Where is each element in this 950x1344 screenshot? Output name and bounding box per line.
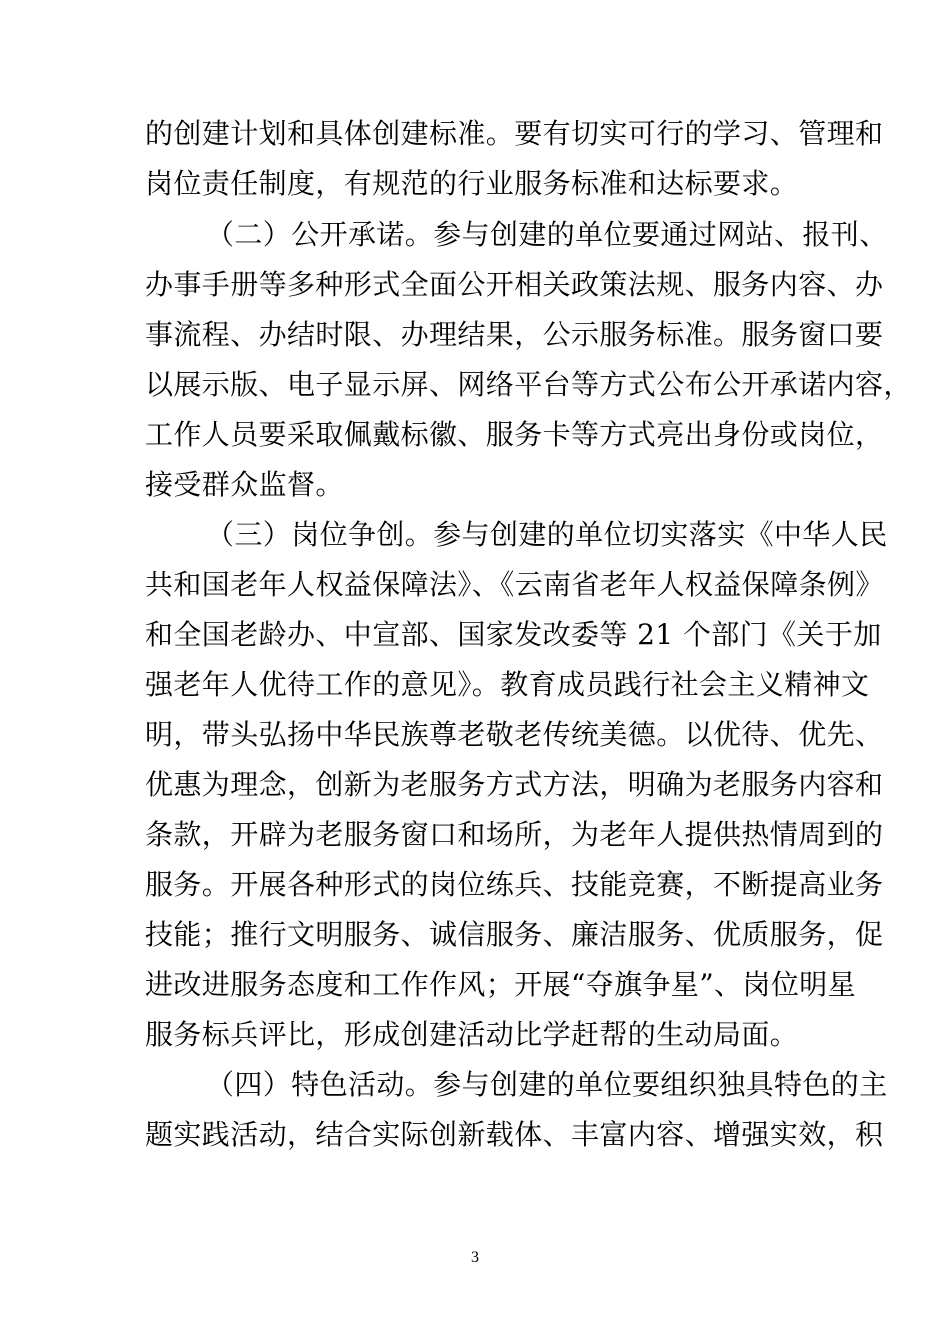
text-line: 服务。开展各种形式的岗位练兵、技能竞赛，不断提高业务: [145, 868, 884, 901]
paragraph-first-line: （三）岗位争创。参与创建的单位切实落实《中华人民: [206, 518, 888, 551]
text-line: 以展示版、电子显示屏、网络平台等方式公布公开承诺内容，: [145, 368, 912, 401]
text-line: 条款，开辟为老服务窗口和场所，为老年人提供热情周到的: [145, 818, 884, 851]
text-line: 共和国老年人权益保障法》、《云南省老年人权益保障条例》: [145, 568, 884, 601]
text-line: 岗位责任制度，有规范的行业服务标准和达标要求。: [145, 167, 799, 200]
text-line: 工作人员要采取佩戴标徽、服务卡等方式亮出身份或岗位，: [145, 418, 884, 451]
paragraph-first-line: （二）公开承诺。参与创建的单位要通过网站、报刊、: [206, 218, 888, 251]
text-line: 的创建计划和具体创建标准。要有切实可行的学习、管理和: [145, 117, 884, 150]
text-line: 进改进服务态度和工作作风；开展“夺旗争星”、岗位明星: [145, 968, 857, 1001]
text-line: 事流程、办结时限、办理结果，公示服务标准。服务窗口要: [145, 318, 884, 351]
text-line: 明，带头弘扬中华民族尊老敬老传统美德。以优待、优先、: [145, 718, 884, 751]
text-line: 服务标兵评比，形成创建活动比学赶帮的生动局面。: [145, 1018, 799, 1051]
text-line: 强老年人优待工作的意见》。教育成员践行社会主义精神文: [145, 668, 870, 701]
page-number: 3: [471, 1249, 479, 1266]
text-line: 和全国老龄办、中宣部、国家发改委等 21 个部门《关于加: [145, 618, 882, 651]
text-line: 优惠为理念，创新为老服务方式方法，明确为老服务内容和: [145, 768, 884, 801]
paragraph-first-line: （四）特色活动。参与创建的单位要组织独具特色的主: [206, 1068, 888, 1101]
text-line: 技能；推行文明服务、诚信服务、廉洁服务、优质服务，促: [145, 918, 884, 951]
text-line: 题实践活动，结合实际创新载体、丰富内容、增强实效，积: [145, 1118, 884, 1151]
text-line: 办事手册等多种形式全面公开相关政策法规、服务内容、办: [145, 268, 884, 301]
text-line: 接受群众监督。: [145, 468, 344, 501]
